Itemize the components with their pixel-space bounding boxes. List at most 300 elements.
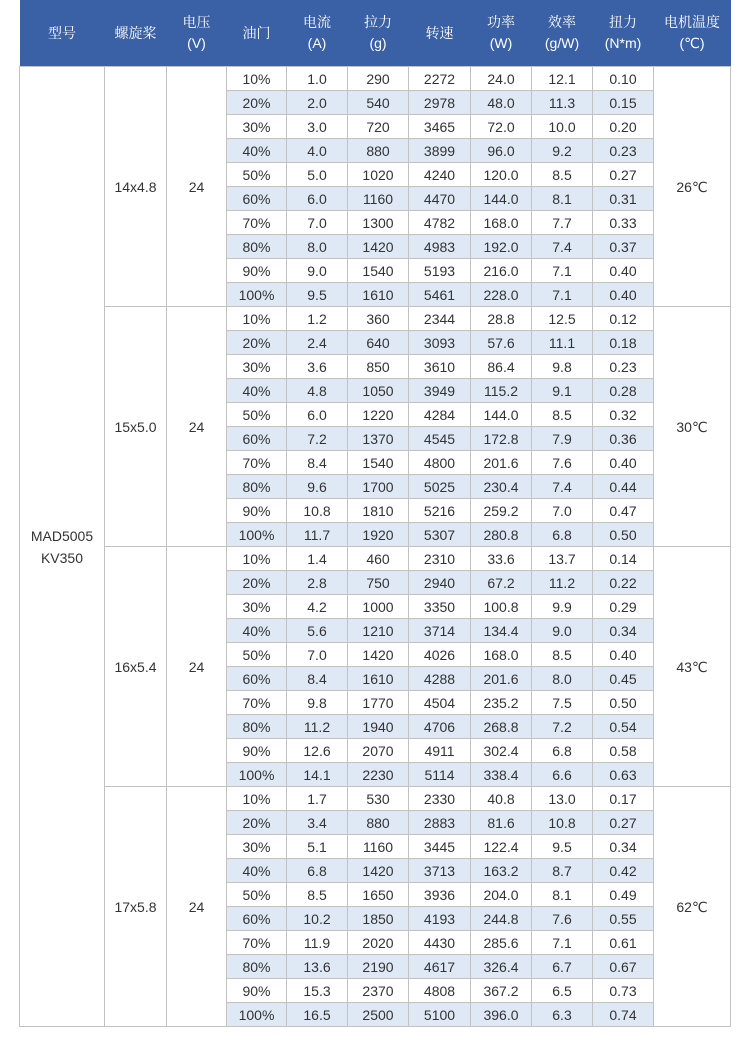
power-cell: 168.0 bbox=[471, 643, 532, 667]
efficiency-cell: 8.1 bbox=[532, 187, 593, 211]
current-cell: 5.6 bbox=[287, 619, 348, 643]
thrust-cell: 530 bbox=[348, 787, 409, 811]
rpm-cell: 5461 bbox=[409, 283, 471, 307]
rpm-cell: 4430 bbox=[409, 931, 471, 955]
torque-cell: 0.34 bbox=[593, 835, 654, 859]
thrust-cell: 1810 bbox=[348, 499, 409, 523]
current-cell: 3.4 bbox=[287, 811, 348, 835]
rpm-cell: 3949 bbox=[409, 379, 471, 403]
thrust-cell: 1220 bbox=[348, 403, 409, 427]
thrust-cell: 1000 bbox=[348, 595, 409, 619]
rpm-cell: 3465 bbox=[409, 115, 471, 139]
efficiency-cell: 7.1 bbox=[532, 259, 593, 283]
power-cell: 230.4 bbox=[471, 475, 532, 499]
propeller-cell: 17x5.8 bbox=[105, 787, 167, 1027]
rpm-cell: 3936 bbox=[409, 883, 471, 907]
current-cell: 10.8 bbox=[287, 499, 348, 523]
throttle-cell: 10% bbox=[227, 67, 287, 91]
power-cell: 33.6 bbox=[471, 547, 532, 571]
torque-cell: 0.23 bbox=[593, 139, 654, 163]
thrust-cell: 540 bbox=[348, 91, 409, 115]
efficiency-cell: 7.9 bbox=[532, 427, 593, 451]
header-cell bbox=[654, 0, 731, 67]
current-cell: 10.2 bbox=[287, 907, 348, 931]
power-cell: 134.4 bbox=[471, 619, 532, 643]
torque-cell: 0.58 bbox=[593, 739, 654, 763]
throttle-cell: 60% bbox=[227, 907, 287, 931]
throttle-cell: 40% bbox=[227, 859, 287, 883]
power-cell: 192.0 bbox=[471, 235, 532, 259]
model-kv: KV350 bbox=[40, 549, 84, 566]
torque-cell: 0.17 bbox=[593, 787, 654, 811]
efficiency-cell: 10.0 bbox=[532, 115, 593, 139]
rpm-cell: 4193 bbox=[409, 907, 471, 931]
header-cell bbox=[471, 0, 532, 67]
current-cell: 6.0 bbox=[287, 187, 348, 211]
throttle-cell: 50% bbox=[227, 883, 287, 907]
torque-cell: 0.32 bbox=[593, 403, 654, 427]
efficiency-cell: 13.0 bbox=[532, 787, 593, 811]
thrust-cell: 1420 bbox=[348, 643, 409, 667]
throttle-cell: 50% bbox=[227, 643, 287, 667]
efficiency-cell: 7.1 bbox=[532, 931, 593, 955]
efficiency-cell: 7.0 bbox=[532, 499, 593, 523]
rpm-cell: 5216 bbox=[409, 499, 471, 523]
rpm-cell: 2310 bbox=[409, 547, 471, 571]
current-cell: 2.8 bbox=[287, 571, 348, 595]
thrust-cell: 1050 bbox=[348, 379, 409, 403]
rpm-cell: 4706 bbox=[409, 715, 471, 739]
current-cell: 1.7 bbox=[287, 787, 348, 811]
throttle-cell: 90% bbox=[227, 739, 287, 763]
thrust-cell: 640 bbox=[348, 331, 409, 355]
current-cell: 8.4 bbox=[287, 451, 348, 475]
torque-cell: 0.27 bbox=[593, 811, 654, 835]
rpm-cell: 4284 bbox=[409, 403, 471, 427]
efficiency-cell: 8.5 bbox=[532, 403, 593, 427]
current-cell: 8.0 bbox=[287, 235, 348, 259]
thrust-cell: 1540 bbox=[348, 451, 409, 475]
table-body bbox=[20, 67, 731, 1027]
rpm-cell: 3445 bbox=[409, 835, 471, 859]
efficiency-cell: 7.4 bbox=[532, 475, 593, 499]
current-cell: 9.0 bbox=[287, 259, 348, 283]
voltage-cell: 24 bbox=[167, 307, 227, 547]
rpm-cell: 2272 bbox=[409, 67, 471, 91]
torque-cell: 0.45 bbox=[593, 667, 654, 691]
torque-cell: 0.22 bbox=[593, 571, 654, 595]
power-cell: 86.4 bbox=[471, 355, 532, 379]
thrust-cell: 1020 bbox=[348, 163, 409, 187]
current-cell: 11.2 bbox=[287, 715, 348, 739]
header-label: 拉力 bbox=[364, 14, 392, 30]
header-cell bbox=[287, 0, 348, 67]
torque-cell: 0.61 bbox=[593, 931, 654, 955]
current-cell: 9.5 bbox=[287, 283, 348, 307]
rpm-cell: 2940 bbox=[409, 571, 471, 595]
efficiency-cell: 12.5 bbox=[532, 307, 593, 331]
propeller-cell: 16x5.4 bbox=[105, 547, 167, 787]
power-cell: 96.0 bbox=[471, 139, 532, 163]
header-label: 电流 bbox=[303, 14, 331, 30]
rpm-cell: 3093 bbox=[409, 331, 471, 355]
throttle-cell: 80% bbox=[227, 475, 287, 499]
torque-cell: 0.12 bbox=[593, 307, 654, 331]
thrust-cell: 850 bbox=[348, 355, 409, 379]
throttle-cell: 70% bbox=[227, 211, 287, 235]
thrust-cell: 2190 bbox=[348, 955, 409, 979]
current-cell: 16.5 bbox=[287, 1003, 348, 1027]
power-cell: 144.0 bbox=[471, 403, 532, 427]
header-unit: (V) bbox=[187, 35, 206, 51]
efficiency-cell: 11.3 bbox=[532, 91, 593, 115]
current-cell: 2.0 bbox=[287, 91, 348, 115]
header-cell bbox=[227, 0, 287, 67]
power-cell: 81.6 bbox=[471, 811, 532, 835]
power-cell: 72.0 bbox=[471, 115, 532, 139]
header-label: 型号 bbox=[48, 24, 76, 41]
current-cell: 4.8 bbox=[287, 379, 348, 403]
efficiency-cell: 6.3 bbox=[532, 1003, 593, 1027]
throttle-cell: 20% bbox=[227, 331, 287, 355]
torque-cell: 0.29 bbox=[593, 595, 654, 619]
torque-cell: 0.31 bbox=[593, 187, 654, 211]
current-cell: 11.7 bbox=[287, 523, 348, 547]
efficiency-cell: 9.8 bbox=[532, 355, 593, 379]
power-cell: 144.0 bbox=[471, 187, 532, 211]
torque-cell: 0.55 bbox=[593, 907, 654, 931]
motor-spec-table bbox=[19, 0, 731, 1027]
rpm-cell: 3350 bbox=[409, 595, 471, 619]
torque-cell: 0.67 bbox=[593, 955, 654, 979]
rpm-cell: 4808 bbox=[409, 979, 471, 1003]
table-row bbox=[20, 67, 731, 91]
efficiency-cell: 6.6 bbox=[532, 763, 593, 787]
thrust-cell: 2500 bbox=[348, 1003, 409, 1027]
rpm-cell: 2978 bbox=[409, 91, 471, 115]
header-label: 转速 bbox=[425, 24, 454, 41]
thrust-cell: 2070 bbox=[348, 739, 409, 763]
throttle-cell: 30% bbox=[227, 355, 287, 379]
rpm-cell: 2330 bbox=[409, 787, 471, 811]
torque-cell: 0.37 bbox=[593, 235, 654, 259]
rpm-cell: 5307 bbox=[409, 523, 471, 547]
current-cell: 2.4 bbox=[287, 331, 348, 355]
torque-cell: 0.15 bbox=[593, 91, 654, 115]
power-cell: 338.4 bbox=[471, 763, 532, 787]
power-cell: 163.2 bbox=[471, 859, 532, 883]
torque-cell: 0.44 bbox=[593, 475, 654, 499]
throttle-cell: 30% bbox=[227, 835, 287, 859]
efficiency-cell: 9.2 bbox=[532, 139, 593, 163]
rpm-cell: 4240 bbox=[409, 163, 471, 187]
torque-cell: 0.50 bbox=[593, 691, 654, 715]
power-cell: 216.0 bbox=[471, 259, 532, 283]
thrust-cell: 1210 bbox=[348, 619, 409, 643]
torque-cell: 0.23 bbox=[593, 355, 654, 379]
power-cell: 268.8 bbox=[471, 715, 532, 739]
throttle-cell: 20% bbox=[227, 91, 287, 115]
throttle-cell: 10% bbox=[227, 307, 287, 331]
power-cell: 326.4 bbox=[471, 955, 532, 979]
throttle-cell: 70% bbox=[227, 931, 287, 955]
rpm-cell: 4911 bbox=[409, 739, 471, 763]
rpm-cell: 4983 bbox=[409, 235, 471, 259]
current-cell: 9.8 bbox=[287, 691, 348, 715]
torque-cell: 0.50 bbox=[593, 523, 654, 547]
header-unit: (℃) bbox=[679, 35, 705, 51]
torque-cell: 0.73 bbox=[593, 979, 654, 1003]
torque-cell: 0.49 bbox=[593, 883, 654, 907]
throttle-cell: 30% bbox=[227, 595, 287, 619]
current-cell: 4.0 bbox=[287, 139, 348, 163]
rpm-cell: 4288 bbox=[409, 667, 471, 691]
header-label: 扭力 bbox=[609, 14, 637, 30]
table-row bbox=[20, 547, 731, 571]
throttle-cell: 20% bbox=[227, 571, 287, 595]
throttle-cell: 50% bbox=[227, 403, 287, 427]
thrust-cell: 1160 bbox=[348, 835, 409, 859]
torque-cell: 0.54 bbox=[593, 715, 654, 739]
current-cell: 1.4 bbox=[287, 547, 348, 571]
thrust-cell: 1420 bbox=[348, 235, 409, 259]
thrust-cell: 1770 bbox=[348, 691, 409, 715]
header-cell bbox=[105, 0, 167, 67]
throttle-cell: 10% bbox=[227, 787, 287, 811]
efficiency-cell: 11.1 bbox=[532, 331, 593, 355]
thrust-cell: 720 bbox=[348, 115, 409, 139]
current-cell: 4.2 bbox=[287, 595, 348, 619]
header-label: 螺旋桨 bbox=[114, 24, 157, 41]
efficiency-cell: 9.1 bbox=[532, 379, 593, 403]
efficiency-cell: 7.6 bbox=[532, 451, 593, 475]
rpm-cell: 4026 bbox=[409, 643, 471, 667]
current-cell: 7.0 bbox=[287, 211, 348, 235]
power-cell: 115.2 bbox=[471, 379, 532, 403]
torque-cell: 0.36 bbox=[593, 427, 654, 451]
current-cell: 6.0 bbox=[287, 403, 348, 427]
current-cell: 14.1 bbox=[287, 763, 348, 787]
current-cell: 6.8 bbox=[287, 859, 348, 883]
power-cell: 40.8 bbox=[471, 787, 532, 811]
power-cell: 280.8 bbox=[471, 523, 532, 547]
thrust-cell: 360 bbox=[348, 307, 409, 331]
torque-cell: 0.40 bbox=[593, 643, 654, 667]
current-cell: 3.6 bbox=[287, 355, 348, 379]
rpm-cell: 3610 bbox=[409, 355, 471, 379]
torque-cell: 0.47 bbox=[593, 499, 654, 523]
efficiency-cell: 7.4 bbox=[532, 235, 593, 259]
header-unit: (A) bbox=[307, 35, 327, 51]
throttle-cell: 100% bbox=[227, 763, 287, 787]
rpm-cell: 5100 bbox=[409, 1003, 471, 1027]
header-cell bbox=[20, 0, 105, 67]
throttle-cell: 10% bbox=[227, 547, 287, 571]
current-cell: 5.0 bbox=[287, 163, 348, 187]
rpm-cell: 2883 bbox=[409, 811, 471, 835]
table-row bbox=[20, 307, 731, 331]
rpm-cell: 5025 bbox=[409, 475, 471, 499]
throttle-cell: 70% bbox=[227, 691, 287, 715]
power-cell: 67.2 bbox=[471, 571, 532, 595]
table-row bbox=[20, 787, 731, 811]
throttle-cell: 50% bbox=[227, 163, 287, 187]
torque-cell: 0.33 bbox=[593, 211, 654, 235]
efficiency-cell: 6.7 bbox=[532, 955, 593, 979]
efficiency-cell: 6.8 bbox=[532, 739, 593, 763]
power-cell: 168.0 bbox=[471, 211, 532, 235]
torque-cell: 0.28 bbox=[593, 379, 654, 403]
thrust-cell: 1160 bbox=[348, 187, 409, 211]
thrust-cell: 1610 bbox=[348, 667, 409, 691]
torque-cell: 0.27 bbox=[593, 163, 654, 187]
torque-cell: 0.42 bbox=[593, 859, 654, 883]
power-cell: 24.0 bbox=[471, 67, 532, 91]
throttle-cell: 70% bbox=[227, 451, 287, 475]
model-name: MAD5005 bbox=[30, 527, 94, 544]
throttle-cell: 90% bbox=[227, 499, 287, 523]
rpm-cell: 4545 bbox=[409, 427, 471, 451]
efficiency-cell: 12.1 bbox=[532, 67, 593, 91]
power-cell: 122.4 bbox=[471, 835, 532, 859]
thrust-cell: 2370 bbox=[348, 979, 409, 1003]
thrust-cell: 1370 bbox=[348, 427, 409, 451]
throttle-cell: 40% bbox=[227, 619, 287, 643]
power-cell: 259.2 bbox=[471, 499, 532, 523]
header-row bbox=[20, 0, 731, 67]
efficiency-cell: 7.6 bbox=[532, 907, 593, 931]
rpm-cell: 2344 bbox=[409, 307, 471, 331]
current-cell: 7.2 bbox=[287, 427, 348, 451]
efficiency-cell: 13.7 bbox=[532, 547, 593, 571]
thrust-cell: 1540 bbox=[348, 259, 409, 283]
current-cell: 12.6 bbox=[287, 739, 348, 763]
thrust-cell: 1700 bbox=[348, 475, 409, 499]
torque-cell: 0.34 bbox=[593, 619, 654, 643]
header-cell bbox=[532, 0, 593, 67]
current-cell: 5.1 bbox=[287, 835, 348, 859]
current-cell: 1.0 bbox=[287, 67, 348, 91]
current-cell: 1.2 bbox=[287, 307, 348, 331]
torque-cell: 0.63 bbox=[593, 763, 654, 787]
throttle-cell: 20% bbox=[227, 811, 287, 835]
rpm-cell: 4617 bbox=[409, 955, 471, 979]
torque-cell: 0.14 bbox=[593, 547, 654, 571]
header-label: 效率 bbox=[548, 14, 576, 30]
header-unit: (W) bbox=[489, 35, 513, 51]
voltage-cell: 24 bbox=[167, 67, 227, 307]
rpm-cell: 3899 bbox=[409, 139, 471, 163]
header-cell bbox=[593, 0, 654, 67]
power-cell: 172.8 bbox=[471, 427, 532, 451]
throttle-cell: 100% bbox=[227, 1003, 287, 1027]
throttle-cell: 40% bbox=[227, 139, 287, 163]
thrust-cell: 1650 bbox=[348, 883, 409, 907]
model-cell bbox=[20, 67, 105, 1027]
throttle-cell: 80% bbox=[227, 955, 287, 979]
voltage-cell: 24 bbox=[167, 787, 227, 1027]
rpm-cell: 4470 bbox=[409, 187, 471, 211]
efficiency-cell: 7.1 bbox=[532, 283, 593, 307]
temperature-cell: 30℃ bbox=[654, 307, 731, 547]
efficiency-cell: 8.5 bbox=[532, 643, 593, 667]
throttle-cell: 30% bbox=[227, 115, 287, 139]
efficiency-cell: 7.7 bbox=[532, 211, 593, 235]
efficiency-cell: 9.0 bbox=[532, 619, 593, 643]
torque-cell: 0.40 bbox=[593, 259, 654, 283]
power-cell: 228.0 bbox=[471, 283, 532, 307]
current-cell: 11.9 bbox=[287, 931, 348, 955]
thrust-cell: 880 bbox=[348, 139, 409, 163]
throttle-cell: 80% bbox=[227, 715, 287, 739]
rpm-cell: 4782 bbox=[409, 211, 471, 235]
power-cell: 302.4 bbox=[471, 739, 532, 763]
header-unit: (N*m) bbox=[604, 35, 642, 51]
throttle-cell: 60% bbox=[227, 187, 287, 211]
efficiency-cell: 6.8 bbox=[532, 523, 593, 547]
current-cell: 7.0 bbox=[287, 643, 348, 667]
header-label: 功率 bbox=[487, 14, 515, 30]
efficiency-cell: 10.8 bbox=[532, 811, 593, 835]
efficiency-cell: 8.0 bbox=[532, 667, 593, 691]
thrust-cell: 2230 bbox=[348, 763, 409, 787]
power-cell: 244.8 bbox=[471, 907, 532, 931]
efficiency-cell: 6.5 bbox=[532, 979, 593, 1003]
efficiency-cell: 11.2 bbox=[532, 571, 593, 595]
thrust-cell: 1850 bbox=[348, 907, 409, 931]
efficiency-cell: 7.2 bbox=[532, 715, 593, 739]
torque-cell: 0.18 bbox=[593, 331, 654, 355]
power-cell: 235.2 bbox=[471, 691, 532, 715]
power-cell: 120.0 bbox=[471, 163, 532, 187]
rpm-cell: 3713 bbox=[409, 859, 471, 883]
rpm-cell: 4800 bbox=[409, 451, 471, 475]
header-unit: (g) bbox=[369, 35, 387, 51]
rpm-cell: 3714 bbox=[409, 619, 471, 643]
thrust-cell: 1940 bbox=[348, 715, 409, 739]
current-cell: 8.5 bbox=[287, 883, 348, 907]
power-cell: 204.0 bbox=[471, 883, 532, 907]
efficiency-cell: 9.9 bbox=[532, 595, 593, 619]
power-cell: 285.6 bbox=[471, 931, 532, 955]
spec-table-container bbox=[19, 0, 730, 1027]
torque-cell: 0.20 bbox=[593, 115, 654, 139]
throttle-cell: 90% bbox=[227, 259, 287, 283]
thrust-cell: 1920 bbox=[348, 523, 409, 547]
power-cell: 28.8 bbox=[471, 307, 532, 331]
header-unit: (g/W) bbox=[544, 35, 580, 51]
throttle-cell: 100% bbox=[227, 283, 287, 307]
thrust-cell: 750 bbox=[348, 571, 409, 595]
torque-cell: 0.40 bbox=[593, 283, 654, 307]
current-cell: 15.3 bbox=[287, 979, 348, 1003]
rpm-cell: 5114 bbox=[409, 763, 471, 787]
throttle-cell: 60% bbox=[227, 427, 287, 451]
efficiency-cell: 8.1 bbox=[532, 883, 593, 907]
current-cell: 3.0 bbox=[287, 115, 348, 139]
temperature-cell: 62℃ bbox=[654, 787, 731, 1027]
rpm-cell: 5193 bbox=[409, 259, 471, 283]
thrust-cell: 1420 bbox=[348, 859, 409, 883]
header-label: 电机温度 bbox=[664, 14, 720, 30]
thrust-cell: 2020 bbox=[348, 931, 409, 955]
power-cell: 201.6 bbox=[471, 667, 532, 691]
thrust-cell: 1610 bbox=[348, 283, 409, 307]
thrust-cell: 880 bbox=[348, 811, 409, 835]
current-cell: 9.6 bbox=[287, 475, 348, 499]
torque-cell: 0.40 bbox=[593, 451, 654, 475]
header-label: 电压 bbox=[182, 14, 211, 30]
